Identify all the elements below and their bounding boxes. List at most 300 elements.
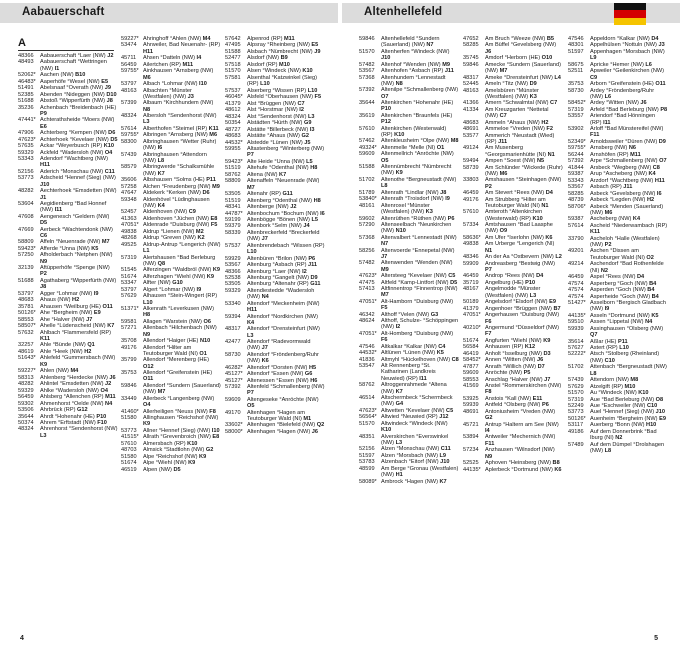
index-entry — [568, 248, 668, 261]
postal-code: 48624 — [359, 318, 375, 325]
grid-reference: K9 — [188, 460, 196, 467]
index-entry — [121, 197, 221, 210]
postal-code: 47652 — [463, 36, 479, 42]
index-entry — [121, 293, 221, 306]
place-label: Adscheid °Hennef (Sieg) (NW) — [40, 175, 116, 182]
place-label: Ailertchen (RP) — [143, 61, 181, 68]
grid-reference: K5 — [436, 350, 444, 357]
index-entry — [359, 235, 459, 248]
place-name — [143, 409, 221, 415]
index-column-5 — [463, 36, 563, 473]
index-entry — [225, 127, 325, 133]
postal-code: 48324 — [121, 113, 137, 120]
index-entry — [225, 397, 325, 410]
index-entry — [18, 117, 118, 130]
place-label: Asseln °Dortmund (NW) — [590, 312, 650, 319]
grid-reference: H1 — [395, 472, 403, 479]
place-label: Annen °Witten (NW) — [485, 357, 536, 364]
index-entry — [359, 138, 459, 144]
place-label: Altendorf °Meckenheim (NW) — [247, 300, 320, 307]
grid-reference: M1 — [303, 415, 312, 422]
postal-code: 51702 — [359, 176, 375, 183]
index-entry — [121, 383, 221, 396]
postal-code: 35236 — [18, 104, 34, 111]
postal-code: 52385 — [18, 91, 34, 98]
grid-reference: M8 — [450, 138, 459, 145]
place-label: Arloff °Bad Münstereifel (NW) — [590, 126, 664, 133]
grid-reference: L6 — [604, 93, 612, 100]
grid-reference: E11 — [532, 395, 543, 402]
grid-reference: K9 — [395, 170, 403, 177]
grid-reference: J2 — [105, 381, 112, 388]
index-entry — [225, 36, 325, 42]
index-entry — [18, 401, 118, 407]
grid-reference: J6 — [311, 428, 318, 435]
place-label: Almsick °Stadtlohn (NW) — [143, 447, 205, 454]
place-label: Alpe °Wiehl (NW) — [143, 460, 187, 467]
grid-reference: B9 — [280, 55, 288, 62]
grid-reference: K6 — [261, 358, 269, 365]
postal-code: 57518 — [225, 61, 241, 68]
place-label: Altenbork °Selm (NW) — [247, 223, 302, 230]
grid-reference: K11 — [208, 125, 219, 132]
index-entry — [463, 81, 563, 87]
place-label: Am Strubberg °Hilter am Teutoburger Wald (NI) — [485, 196, 546, 209]
postal-code: 49124 — [463, 145, 479, 152]
place-label: Appeldorn °Kalkar (NW) — [590, 36, 650, 42]
grid-reference: O10 — [541, 55, 553, 62]
index-entry — [463, 338, 563, 344]
index-entry — [225, 165, 325, 171]
postal-code: 58809 — [18, 239, 34, 246]
index-entry — [18, 297, 118, 303]
place-name — [143, 287, 221, 293]
postal-code: 46459 — [463, 190, 479, 197]
place-label: Angerhausen °Duisburg (NW) — [485, 312, 560, 319]
place-label: Abelsnaaf °Overath (NW) — [40, 85, 104, 92]
postal-code: 58636* — [463, 234, 481, 241]
place-name — [590, 197, 668, 203]
place-name — [485, 338, 563, 344]
index-entry — [225, 422, 325, 428]
place-name — [143, 88, 221, 101]
postal-code: 53343 — [568, 177, 584, 184]
place-label: Asselborn °Bergisch Gladbach (NW) — [590, 299, 666, 313]
place-name — [247, 378, 325, 384]
grid-reference: M7 — [499, 68, 508, 75]
postal-code: 51570 — [359, 420, 375, 427]
grid-reference: L5 — [311, 217, 318, 223]
postal-code: 45711 — [121, 55, 137, 62]
postal-code: 52525 — [463, 460, 479, 467]
postal-code: 41844 — [568, 164, 584, 171]
index-entry — [359, 479, 459, 485]
postal-code: 59602 — [359, 215, 375, 222]
page-number-right: 5 — [654, 635, 658, 642]
postal-code: 53557 — [568, 113, 584, 120]
index-entry — [568, 113, 668, 126]
postal-code: 48351 — [359, 433, 375, 440]
index-entry — [225, 42, 325, 48]
postal-code: 48366 — [18, 53, 34, 59]
grid-reference: H2 — [84, 348, 92, 355]
place-label: Astert (RP) — [590, 345, 618, 351]
grid-reference: B10 — [75, 72, 86, 79]
place-name — [485, 81, 563, 87]
index-entry — [359, 331, 459, 344]
postal-code: 52062* — [18, 72, 36, 79]
grid-reference: K2 — [197, 235, 205, 242]
place-label: Apricke °Hemer (NW) — [590, 61, 644, 68]
place-label: Altenroxel °Münster (Westfalen) (NW) — [381, 202, 430, 216]
index-entry — [121, 126, 221, 132]
postal-code: 47051* — [359, 330, 377, 337]
index-entry — [225, 410, 325, 423]
index-entry — [18, 79, 118, 85]
index-entry — [225, 146, 325, 159]
place-name — [590, 339, 668, 345]
index-entry — [225, 243, 325, 256]
index-entry — [121, 81, 221, 87]
place-label: Attenbach °Bergneustadt (NW) — [590, 364, 667, 371]
postal-code: 47574 — [568, 287, 584, 294]
place-label: Auerberg °Bonn (NW) — [590, 422, 645, 429]
postal-code: 57581 — [225, 74, 241, 81]
index-entry — [121, 434, 221, 440]
place-name — [143, 62, 221, 68]
index-entry — [359, 299, 459, 312]
place-label: Altenkirchen (Westerwald) (RP) — [381, 125, 447, 138]
place-name — [40, 143, 118, 149]
grid-reference: D10 — [106, 91, 117, 98]
place-label: An der Aa °Ostbevern (NW) — [485, 254, 554, 261]
grid-reference: C9 — [188, 209, 196, 216]
grid-reference: K11 — [40, 335, 50, 342]
place-name — [590, 49, 668, 62]
postal-code: 59581 — [121, 318, 137, 325]
place-name — [590, 88, 668, 101]
place-label: Amecke °Sundern (Sauerland) (NW) — [485, 61, 561, 75]
place-name — [590, 409, 668, 415]
postal-code: 46519 — [121, 466, 137, 473]
grid-reference: C10 — [646, 402, 658, 409]
place-name — [485, 133, 563, 146]
place-name — [247, 49, 325, 55]
grid-reference: O4 — [143, 402, 151, 409]
place-name — [590, 171, 668, 177]
index-entry — [568, 88, 668, 101]
grid-reference: N10 — [199, 338, 211, 345]
place-label: Aldekerk °Kerken (NW) — [143, 190, 201, 197]
place-name — [247, 217, 325, 223]
place-name — [381, 164, 459, 177]
grid-reference: B5 — [546, 36, 554, 42]
place-label: Aue °Eschweiler (NW) — [590, 402, 646, 409]
grid-reference: I6 — [320, 210, 325, 217]
postal-code: 49838 — [121, 228, 137, 235]
grid-reference: M6 — [499, 170, 508, 177]
postal-code: 59329 — [225, 287, 241, 294]
place-label: Ahrdt °Hohenahr (HE) — [40, 413, 95, 420]
index-entry — [463, 261, 563, 274]
place-label: Alstedde °Lünen (NW) — [247, 139, 303, 146]
grid-reference: K10 — [638, 390, 649, 397]
postal-code: 35644 — [359, 100, 375, 107]
place-name — [40, 246, 118, 252]
index-entry — [359, 446, 459, 452]
grid-reference: J2 — [290, 204, 297, 211]
postal-code: 58553 — [18, 316, 34, 323]
postal-code: 57234 — [463, 447, 479, 454]
place-name — [485, 100, 563, 106]
postal-code: 48727 — [225, 126, 241, 133]
place-name — [247, 314, 325, 327]
place-name — [143, 113, 221, 126]
index-entry — [121, 216, 221, 222]
index-entry — [463, 434, 563, 447]
place-name — [40, 53, 118, 59]
index-entry — [225, 178, 325, 191]
place-label: Altenkirchen °Braunfels (HE) — [381, 112, 453, 119]
index-entry — [568, 422, 668, 428]
index-entry — [121, 68, 221, 81]
index-entry — [359, 196, 459, 202]
place-label: Alst °Sendenhorst (NW) — [247, 113, 307, 120]
postal-code: 59348 — [121, 196, 137, 203]
place-name — [590, 81, 668, 87]
place-name — [247, 384, 325, 397]
index-entry — [359, 273, 459, 279]
place-label: Auel °Hennef (Sieg) (NW) — [590, 409, 655, 416]
index-entry — [568, 36, 668, 42]
place-name — [485, 273, 563, 279]
place-name — [485, 299, 563, 305]
grid-reference: F2 — [546, 126, 553, 133]
postal-code: 57629 — [568, 383, 584, 390]
grid-reference: I2 — [299, 107, 304, 114]
postal-code: 48163 — [121, 87, 137, 94]
postal-code: 53797 — [121, 286, 137, 293]
postal-code: 47906 — [18, 130, 34, 137]
place-name — [590, 139, 668, 145]
postal-code: 57368 — [359, 74, 375, 81]
grid-reference: C6 — [40, 232, 48, 239]
grid-reference: N4 — [261, 294, 269, 301]
postal-code: 47546 — [568, 36, 584, 42]
place-label: Almersbach (RP) — [143, 440, 186, 447]
grid-reference: K9 — [199, 453, 207, 460]
index-entry — [225, 223, 325, 229]
place-name — [247, 165, 325, 171]
postal-code: 59755* — [121, 132, 139, 139]
index-entry — [18, 252, 118, 265]
place-label: Am Bruch °Weeze (NW) — [485, 36, 546, 42]
postal-code: 41334 — [463, 106, 479, 113]
grid-reference: B4 — [649, 280, 657, 287]
postal-code: 41363 — [121, 215, 137, 222]
grid-reference: N2 — [600, 267, 609, 274]
grid-reference: K10 — [532, 215, 543, 222]
postal-code: 56564* — [359, 414, 377, 421]
grid-reference: J7 — [261, 345, 268, 352]
place-label: Altenrüthen °Rüthen (NW) — [381, 215, 447, 222]
grid-reference: H8 — [313, 197, 321, 204]
index-entry — [121, 409, 221, 415]
postal-code: 49525 — [121, 241, 137, 248]
postal-code: 48301 — [568, 42, 584, 49]
postal-code: 57627 — [568, 345, 584, 351]
postal-code: 52457 — [121, 209, 137, 216]
grid-reference: K9 — [40, 361, 48, 368]
place-name — [381, 196, 459, 202]
place-label: Ammerich °Neustadt (Wied) (RP) — [485, 132, 555, 145]
grid-reference: J3 — [187, 93, 194, 100]
place-name — [247, 204, 325, 210]
grid-reference: J6 — [485, 48, 492, 55]
grid-reference: L10 — [307, 87, 318, 94]
grid-reference: L8 — [590, 370, 597, 377]
place-label: Altenessen °Essen (NW) — [247, 377, 309, 384]
postal-code: 59955 — [225, 146, 241, 153]
place-name — [247, 133, 325, 139]
place-label: Albach °Lohmar (NW) — [143, 81, 198, 88]
grid-reference: N9 — [143, 331, 151, 338]
grid-reference: D4 — [545, 190, 553, 197]
index-entry — [225, 140, 325, 146]
place-label: Aldrup °Greven (NW) — [143, 235, 196, 242]
place-name — [590, 145, 668, 151]
place-name — [590, 403, 668, 409]
place-label: Alsdorf (RP) — [247, 61, 278, 68]
place-name — [247, 410, 325, 423]
grid-reference: K7 — [439, 478, 447, 485]
grid-reference: C5 — [446, 407, 454, 414]
index-column-4 — [359, 36, 459, 485]
place-name — [381, 260, 459, 273]
grid-reference: D5 — [110, 136, 118, 143]
grid-reference: Q2 — [316, 422, 325, 429]
grid-reference: L2 — [555, 254, 562, 261]
postal-code: 41569 — [463, 383, 479, 390]
grid-reference: M11 — [284, 36, 295, 42]
place-label: Altengeseke °Anröchte (NW) — [247, 396, 319, 403]
index-entry — [18, 175, 118, 188]
postal-code: 50354 — [225, 120, 241, 127]
place-name — [485, 422, 563, 435]
place-name — [247, 365, 325, 371]
postal-code: 46282* — [225, 364, 243, 371]
postal-code: 40210* — [463, 324, 481, 331]
grid-reference: E9 — [549, 299, 556, 306]
postal-code: 59227* — [121, 36, 139, 42]
index-entry — [18, 278, 118, 291]
grid-reference: H8 — [310, 165, 318, 172]
postal-code: 44787* — [225, 210, 243, 217]
place-label: Alt Rennenberg °St. Katharinen (Landkreis Neuwied) (RP) — [381, 363, 436, 382]
postal-code: 53840* — [359, 196, 377, 203]
grid-reference: J6 — [109, 374, 116, 381]
place-name — [143, 428, 221, 434]
place-label: Ahausen °Weilburg (HE) — [40, 303, 101, 310]
postal-code: 57413 — [359, 286, 375, 293]
place-name — [143, 454, 221, 460]
grid-reference: D6 — [202, 190, 210, 197]
postal-code: 51597 — [568, 48, 584, 55]
place-name — [40, 156, 118, 169]
grid-reference: K10 — [394, 131, 405, 138]
postal-code: 58285 — [463, 42, 479, 49]
postal-code: 52222* — [568, 351, 586, 358]
index-entry — [225, 107, 325, 113]
place-label: Achterberg °Kempen (NW) — [40, 130, 107, 137]
place-label: Alferzingen °Waldbröl (NW) — [143, 267, 212, 274]
place-label: Am Stevert °Rees (NW) — [485, 190, 545, 197]
postal-code: 57392 — [568, 158, 584, 165]
grid-reference: C4 — [438, 343, 446, 350]
postal-code: 51674 — [463, 337, 479, 344]
grid-reference: J7 — [261, 236, 268, 243]
grid-reference: K4 — [648, 171, 656, 178]
postal-code: 44135* — [463, 466, 481, 473]
index-entry — [463, 235, 563, 241]
postal-code: 50374 — [18, 419, 34, 426]
grid-reference: F7 — [485, 331, 492, 338]
place-name — [40, 59, 118, 72]
index-entry — [568, 62, 668, 68]
grid-reference: M11 — [630, 151, 641, 158]
grid-reference: N1 — [547, 151, 555, 158]
postal-code: 51570 — [568, 390, 584, 397]
place-label: Ardey °Fröndenberg/Ruhr (NW) — [590, 87, 655, 100]
place-label: Ahaus (NW) — [40, 297, 71, 304]
index-entry — [225, 114, 325, 120]
place-label: Arup °Ascheberg (NW) — [590, 171, 647, 178]
place-name — [485, 357, 563, 363]
grid-reference: P9 — [40, 110, 47, 117]
index-entry — [568, 364, 668, 377]
index-entry — [359, 49, 459, 62]
grid-reference: H5 — [308, 364, 317, 371]
place-name — [40, 105, 118, 118]
place-label: Ardey °Witten (NW) — [590, 100, 639, 107]
postal-code: 53474 — [121, 42, 137, 49]
place-name — [40, 323, 118, 329]
postal-code: 33449 — [121, 395, 137, 402]
postal-code: 48366 — [225, 268, 241, 275]
place-name — [590, 62, 668, 68]
postal-code: 58285 — [568, 190, 584, 197]
index-entry — [121, 255, 221, 268]
index-entry — [463, 383, 563, 396]
place-name — [143, 139, 221, 152]
place-label: Adendorf °Wachtberg (NW) — [40, 156, 108, 163]
place-label: Alverskirchen °Everswinkel (NW) — [381, 433, 449, 446]
grid-reference: H11 — [247, 307, 257, 314]
index-entry — [121, 280, 221, 286]
index-entry — [121, 62, 221, 68]
postal-code: 46459 — [463, 273, 479, 280]
index-entry — [359, 203, 459, 216]
postal-code: 46045* — [225, 94, 243, 101]
postal-code: 49176 — [463, 196, 479, 203]
postal-code: 53797 — [121, 81, 137, 88]
place-label: Arfeld °Bad Berleburg (NW) — [590, 106, 659, 113]
index-entry — [463, 120, 563, 126]
place-label: Ahlintel °Emsdetten (NW) — [40, 381, 104, 388]
place-name — [247, 262, 325, 268]
index-entry — [568, 178, 668, 184]
index-entry — [225, 288, 325, 301]
